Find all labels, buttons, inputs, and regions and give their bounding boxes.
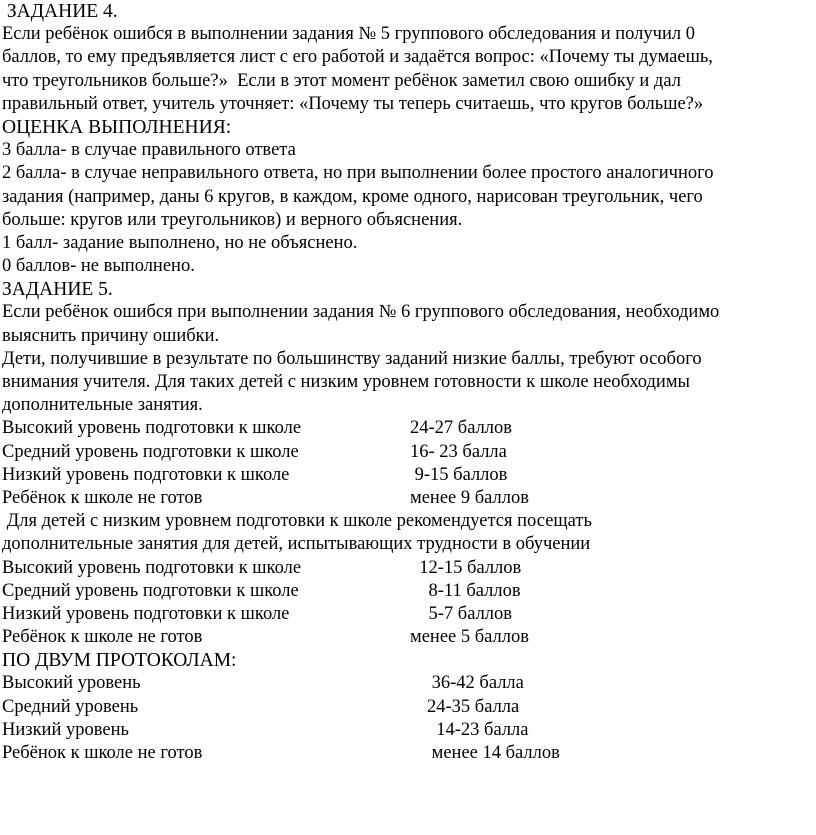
level-label: Средний уровень подготовки к школе	[2, 441, 299, 462]
score-range: 24-27 баллов	[410, 418, 513, 439]
score-row	[2, 557, 814, 580]
level-label: Низкий уровень подготовки к школе	[2, 464, 290, 485]
score-row	[2, 672, 814, 695]
evaluation-line: 2 балла- в случае неправильного ответа, но при выполнении более простого аналогичного	[2, 163, 714, 184]
score-table-protocols	[2, 672, 814, 765]
task5-text-line: Если ребёнок ошибся при выполнении задания № 6 группового обследования, необходимо	[2, 302, 720, 323]
task4-text-line: правильный ответ, учитель уточняет: «Почему ты теперь считаешь, что кругов больше?»	[2, 93, 704, 114]
task5-text-line: внимания учителя. Для таких детей с низким уровнем готовности к школе необходимы	[2, 372, 690, 392]
score-row	[2, 487, 814, 510]
evaluation-line: больше: кругов или треугольников) и верного объяснения.	[2, 209, 463, 230]
score-range: 36-42 балла	[427, 673, 524, 694]
score-table-short	[2, 557, 814, 650]
level-label: Средний уровень	[2, 696, 139, 717]
task5-heading: ЗАДАНИЕ 5.	[2, 279, 113, 301]
level-label: Ребёнок к школе не готов	[2, 487, 203, 508]
level-label: Ребёнок к школе не готов	[2, 743, 203, 763]
score-range: менее 5 баллов	[410, 627, 529, 648]
task5-text-line: выяснить причину ошибки.	[2, 325, 220, 346]
score-row	[2, 580, 814, 603]
level-label: Высокий уровень подготовки к школе	[2, 557, 302, 578]
evaluation-line: 1 балл- задание выполнено, но не объяснено.	[2, 232, 358, 253]
recommendation-line: дополнительные занятия для детей, испытывающих трудности в обучении	[2, 534, 591, 555]
document-page	[2, 0, 814, 765]
score-row	[2, 719, 814, 742]
score-row	[2, 742, 814, 765]
level-label: Низкий уровень	[2, 719, 129, 740]
score-row	[2, 696, 814, 719]
score-range: 5-7 баллов	[410, 603, 513, 624]
protocols-heading: ПО ДВУМ ПРОТОКОЛАМ:	[2, 650, 237, 672]
score-range: менее 9 баллов	[410, 487, 529, 508]
task4-text-line: баллов, то ему предъявляется лист с его работой и задаётся вопрос: «Почему ты думаешь,	[2, 47, 713, 68]
score-table-full	[2, 417, 814, 510]
score-range: 9-15 баллов	[410, 464, 508, 485]
score-range: 14-23 балла	[427, 719, 529, 740]
score-range: 8-11 баллов	[410, 580, 521, 601]
score-range: 12-15 баллов	[410, 557, 522, 578]
evaluation-line: задания (например, даны 6 кругов, в каждом, кроме одного, нарисован треугольник, чего	[2, 186, 703, 207]
evaluation-heading: ОЦЕНКА ВЫПОЛНЕНИЯ:	[2, 116, 232, 138]
level-label: Ребёнок к школе не готов	[2, 627, 203, 648]
score-row	[2, 626, 814, 649]
evaluation-line: 0 баллов- не выполнено.	[2, 256, 195, 277]
score-row	[2, 417, 814, 440]
score-row	[2, 441, 814, 464]
score-range: 16- 23 балла	[410, 441, 507, 462]
task4-heading: ЗАДАНИЕ 4.	[2, 1, 118, 22]
task5-text-line: Дети, получившие в результате по большинству заданий низкие баллы, требуют особого	[2, 348, 702, 369]
task5-text-line: дополнительные занятия.	[2, 395, 203, 416]
level-label: Высокий уровень подготовки к школе	[2, 418, 302, 439]
score-range: менее 14 баллов	[427, 743, 560, 763]
score-row	[2, 464, 814, 487]
score-range: 24-35 балла	[427, 696, 520, 717]
level-label: Высокий уровень	[2, 673, 141, 694]
task4-text-line: что треугольников больше?» Если в этот момент ребёнок заметил свою ошибку и дал	[2, 70, 681, 91]
recommendation-line: Для детей с низким уровнем подготовки к школе рекомендуется посещать	[2, 511, 592, 532]
evaluation-line: 3 балла- в случае правильного ответа	[2, 140, 296, 161]
level-label: Низкий уровень подготовки к школе	[2, 603, 290, 624]
task4-text-line: Если ребёнок ошибся в выполнении задания № 5 группового обследования и получил 0	[2, 24, 695, 45]
level-label: Средний уровень подготовки к школе	[2, 580, 299, 601]
score-row	[2, 603, 814, 626]
